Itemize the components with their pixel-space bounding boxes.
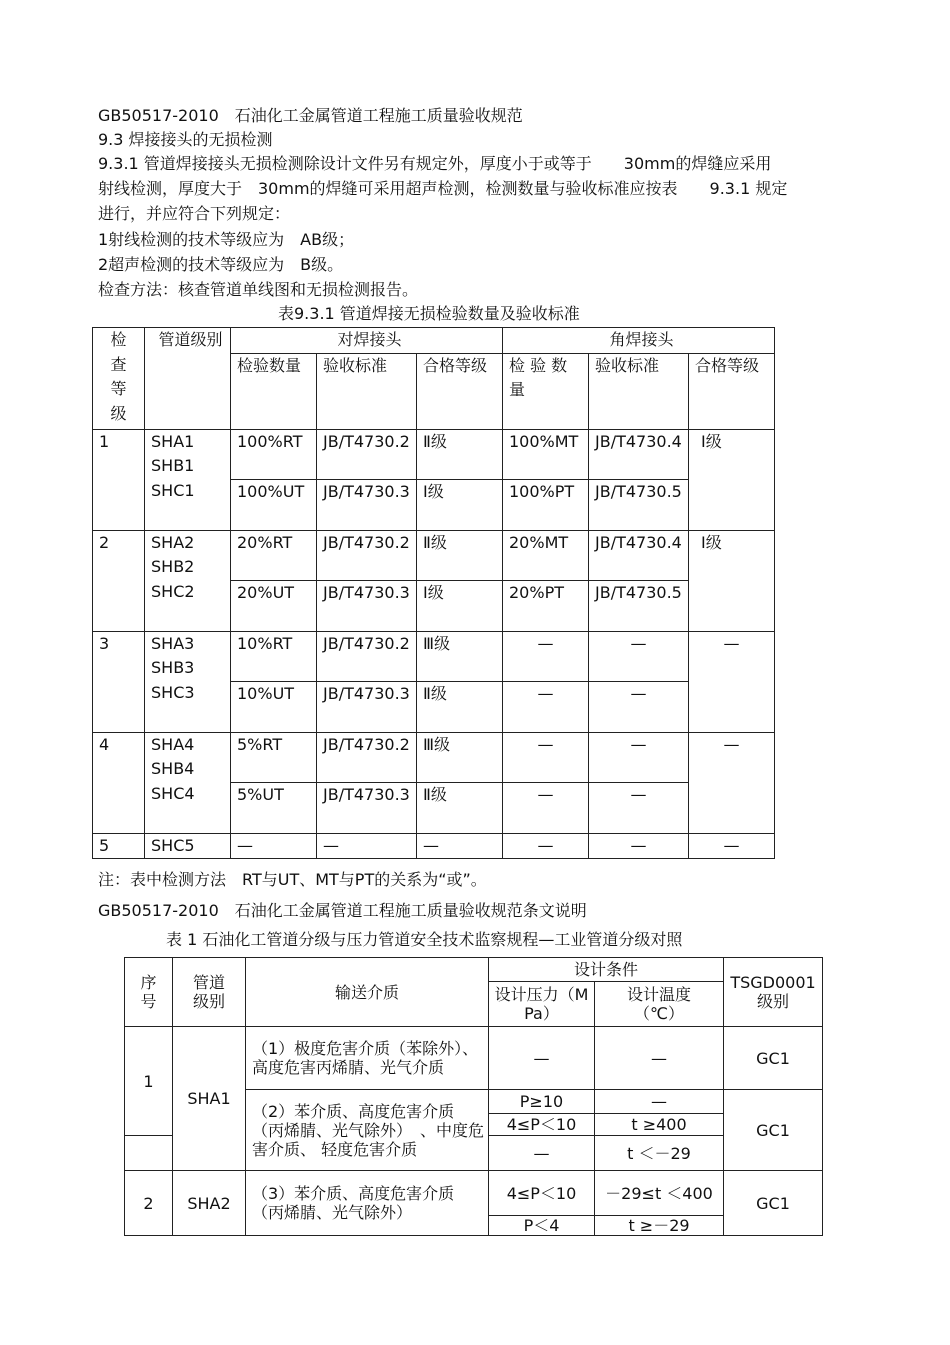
temp-cell: — (595, 1027, 724, 1090)
qty-cell: 5%UT (231, 782, 317, 833)
header-pressure: 设计压力（MPa） (489, 982, 595, 1027)
grade-cell: GC1 (724, 1171, 823, 1236)
std-cell: JB/T4730.5 (589, 580, 689, 631)
qty-cell: — (503, 681, 589, 732)
pipe-cell: SHC5 (145, 833, 231, 859)
pipe-cell: SHA1 SHB1 SHC1 (145, 429, 231, 530)
qty-cell: — (503, 732, 589, 782)
temp-cell: －29≤t ＜400 (595, 1171, 724, 1216)
pressure-cell: 4≤P＜10 (489, 1114, 595, 1136)
row-no: 1 (125, 1027, 173, 1136)
explanation-title: GB50517-2010 石油化工金属管道工程施工质量验收规范条文说明 (98, 901, 587, 920)
pressure-cell: P＜4 (489, 1216, 595, 1236)
grade-cell: Ⅰ级 (417, 479, 503, 530)
medium-cell: （3）苯介质、高度危害介质（丙烯腈、光气除外） (246, 1171, 489, 1236)
header-qty2: 检 验 数 量 (503, 353, 589, 429)
qty-cell: 100%PT (503, 479, 589, 530)
qty-cell: 100%RT (231, 429, 317, 479)
grade-cell: Ⅱ级 (417, 681, 503, 732)
std-cell: — (589, 782, 689, 833)
header-pipe: 管道级别 (145, 328, 231, 430)
grade-cell: — (417, 833, 503, 859)
std-cell: — (589, 833, 689, 859)
header-fillet: 角焊接头 (503, 328, 775, 354)
fillet-grade-cell: — (689, 631, 775, 732)
pipe-level: SHA2 (173, 1171, 246, 1236)
qty-cell: — (503, 833, 589, 859)
check-method: 检查方法：核查管道单线图和无损检测报告。 (98, 280, 419, 299)
header-std2: 验收标准 (589, 353, 689, 429)
level-cell: 4 (93, 732, 145, 833)
pressure-cell: — (489, 1136, 595, 1171)
std-cell: — (317, 833, 417, 859)
grade-cell: Ⅱ级 (417, 782, 503, 833)
grade-cell: Ⅲ级 (417, 631, 503, 681)
qty-cell: — (503, 631, 589, 681)
rule-item-1: 1射线检测的技术等级应为 AB级； (98, 230, 355, 249)
header-butt: 对焊接头 (231, 328, 503, 354)
fillet-grade-cell: Ⅰ级 (689, 530, 775, 631)
std-cell: — (589, 631, 689, 681)
classification-table (124, 957, 823, 1236)
std-cell: JB/T4730.3 (317, 681, 417, 732)
qty-cell: 100%UT (231, 479, 317, 530)
qty-cell: 100%MT (503, 429, 589, 479)
qty-cell: — (231, 833, 317, 859)
grade-cell: GC1 (724, 1027, 823, 1090)
qty-cell: 20%RT (231, 530, 317, 580)
header-std: 验收标准 (317, 353, 417, 429)
qty-cell: 10%UT (231, 681, 317, 732)
header-grade: 合格等级 (417, 353, 503, 429)
level-cell: 1 (93, 429, 145, 530)
header-medium: 输送介质 (246, 958, 489, 1027)
fillet-grade-cell: — (689, 833, 775, 859)
paragraph-line: 9.3.1 管道焊接接头无损检测除设计文件另有规定外，厚度小于或等于 30mm的焊缝应采用 (98, 154, 772, 173)
section-heading: 9.3 焊接接头的无损检测 (98, 130, 273, 149)
temp-cell: t ≥－29 (595, 1216, 724, 1236)
qty-cell: 20%UT (231, 580, 317, 631)
table-note: 注：表中检测方法 RT与UT、MT与PT的关系为“或”。 (98, 870, 487, 889)
paragraph-line: 进行，并应符合下列规定： (98, 204, 291, 223)
std-cell: — (589, 681, 689, 732)
std-cell: — (589, 732, 689, 782)
medium-cell: （1）极度危害介质（苯除外）、高度危害丙烯腈、光气介质 (246, 1027, 489, 1090)
paragraph-line: 射线检测，厚度大于 30mm的焊缝可采用超声检测，检测数量与验收标准应按表 9.3.1 规定 (98, 179, 788, 198)
grade-cell: Ⅱ级 (417, 530, 503, 580)
pressure-cell: — (489, 1027, 595, 1090)
header-design: 设计条件 (489, 958, 724, 982)
qty-cell: 20%PT (503, 580, 589, 631)
pipe-cell: SHA4 SHB4 SHC4 (145, 732, 231, 833)
std-cell: JB/T4730.2 (317, 429, 417, 479)
level-cell: 3 (93, 631, 145, 732)
fillet-grade-cell: — (689, 732, 775, 833)
grade-cell: Ⅲ级 (417, 732, 503, 782)
std-cell: JB/T4730.3 (317, 479, 417, 530)
qty-cell: 10%RT (231, 631, 317, 681)
std-cell: JB/T4730.4 (589, 530, 689, 580)
temp-cell: — (595, 1090, 724, 1114)
pipe-level: SHA1 (173, 1027, 246, 1171)
level-cell: 5 (93, 833, 145, 859)
header-pipe: 管道级别 (173, 958, 246, 1027)
table2-caption: 表 1 石油化工管道分级与压力管道安全技术监察规程—工业管道分级对照 (166, 930, 683, 949)
qty-cell: — (503, 782, 589, 833)
header-tsg: TSGD0001级别 (724, 958, 823, 1027)
header-level: 检查等级 (93, 328, 145, 430)
level-cell: 2 (93, 530, 145, 631)
row-no: 2 (125, 1171, 173, 1236)
medium-cell: （2）苯介质、高度危害介质（丙烯腈、光气除外） 、中度危害介质、 轻度危害介质 (246, 1090, 489, 1171)
grade-cell: GC1 (724, 1090, 823, 1171)
rule-item-2: 2超声检测的技术等级应为 B级。 (98, 255, 344, 274)
std-cell: JB/T4730.3 (317, 580, 417, 631)
std-cell: JB/T4730.2 (317, 732, 417, 782)
pressure-cell: 4≤P＜10 (489, 1171, 595, 1216)
table1-caption: 表9.3.1 管道焊接无损检验数量及验收标准 (278, 304, 580, 323)
temp-cell: t ≥400 (595, 1114, 724, 1136)
std-cell: JB/T4730.2 (317, 631, 417, 681)
std-cell: JB/T4730.3 (317, 782, 417, 833)
pipe-cell: SHA3 SHB3 SHC3 (145, 631, 231, 732)
pressure-cell: P≥10 (489, 1090, 595, 1114)
qty-cell: 5%RT (231, 732, 317, 782)
pipe-cell: SHA2 SHB2 SHC2 (145, 530, 231, 631)
header-grade2: 合格等级 (689, 353, 775, 429)
std-cell: JB/T4730.2 (317, 530, 417, 580)
empty-cell (125, 1136, 173, 1171)
header-temp: 设计温度（℃） (595, 982, 724, 1027)
qty-cell: 20%MT (503, 530, 589, 580)
standard-title: GB50517-2010 石油化工金属管道工程施工质量验收规范 (98, 106, 523, 125)
header-no: 序号 (125, 958, 173, 1027)
std-cell: JB/T4730.4 (589, 429, 689, 479)
grade-cell: Ⅰ级 (417, 580, 503, 631)
ndt-table (92, 327, 775, 859)
temp-cell: t ＜－29 (595, 1136, 724, 1171)
header-qty: 检验数量 (231, 353, 317, 429)
fillet-grade-cell: Ⅰ级 (689, 429, 775, 530)
std-cell: JB/T4730.5 (589, 479, 689, 530)
grade-cell: Ⅱ级 (417, 429, 503, 479)
